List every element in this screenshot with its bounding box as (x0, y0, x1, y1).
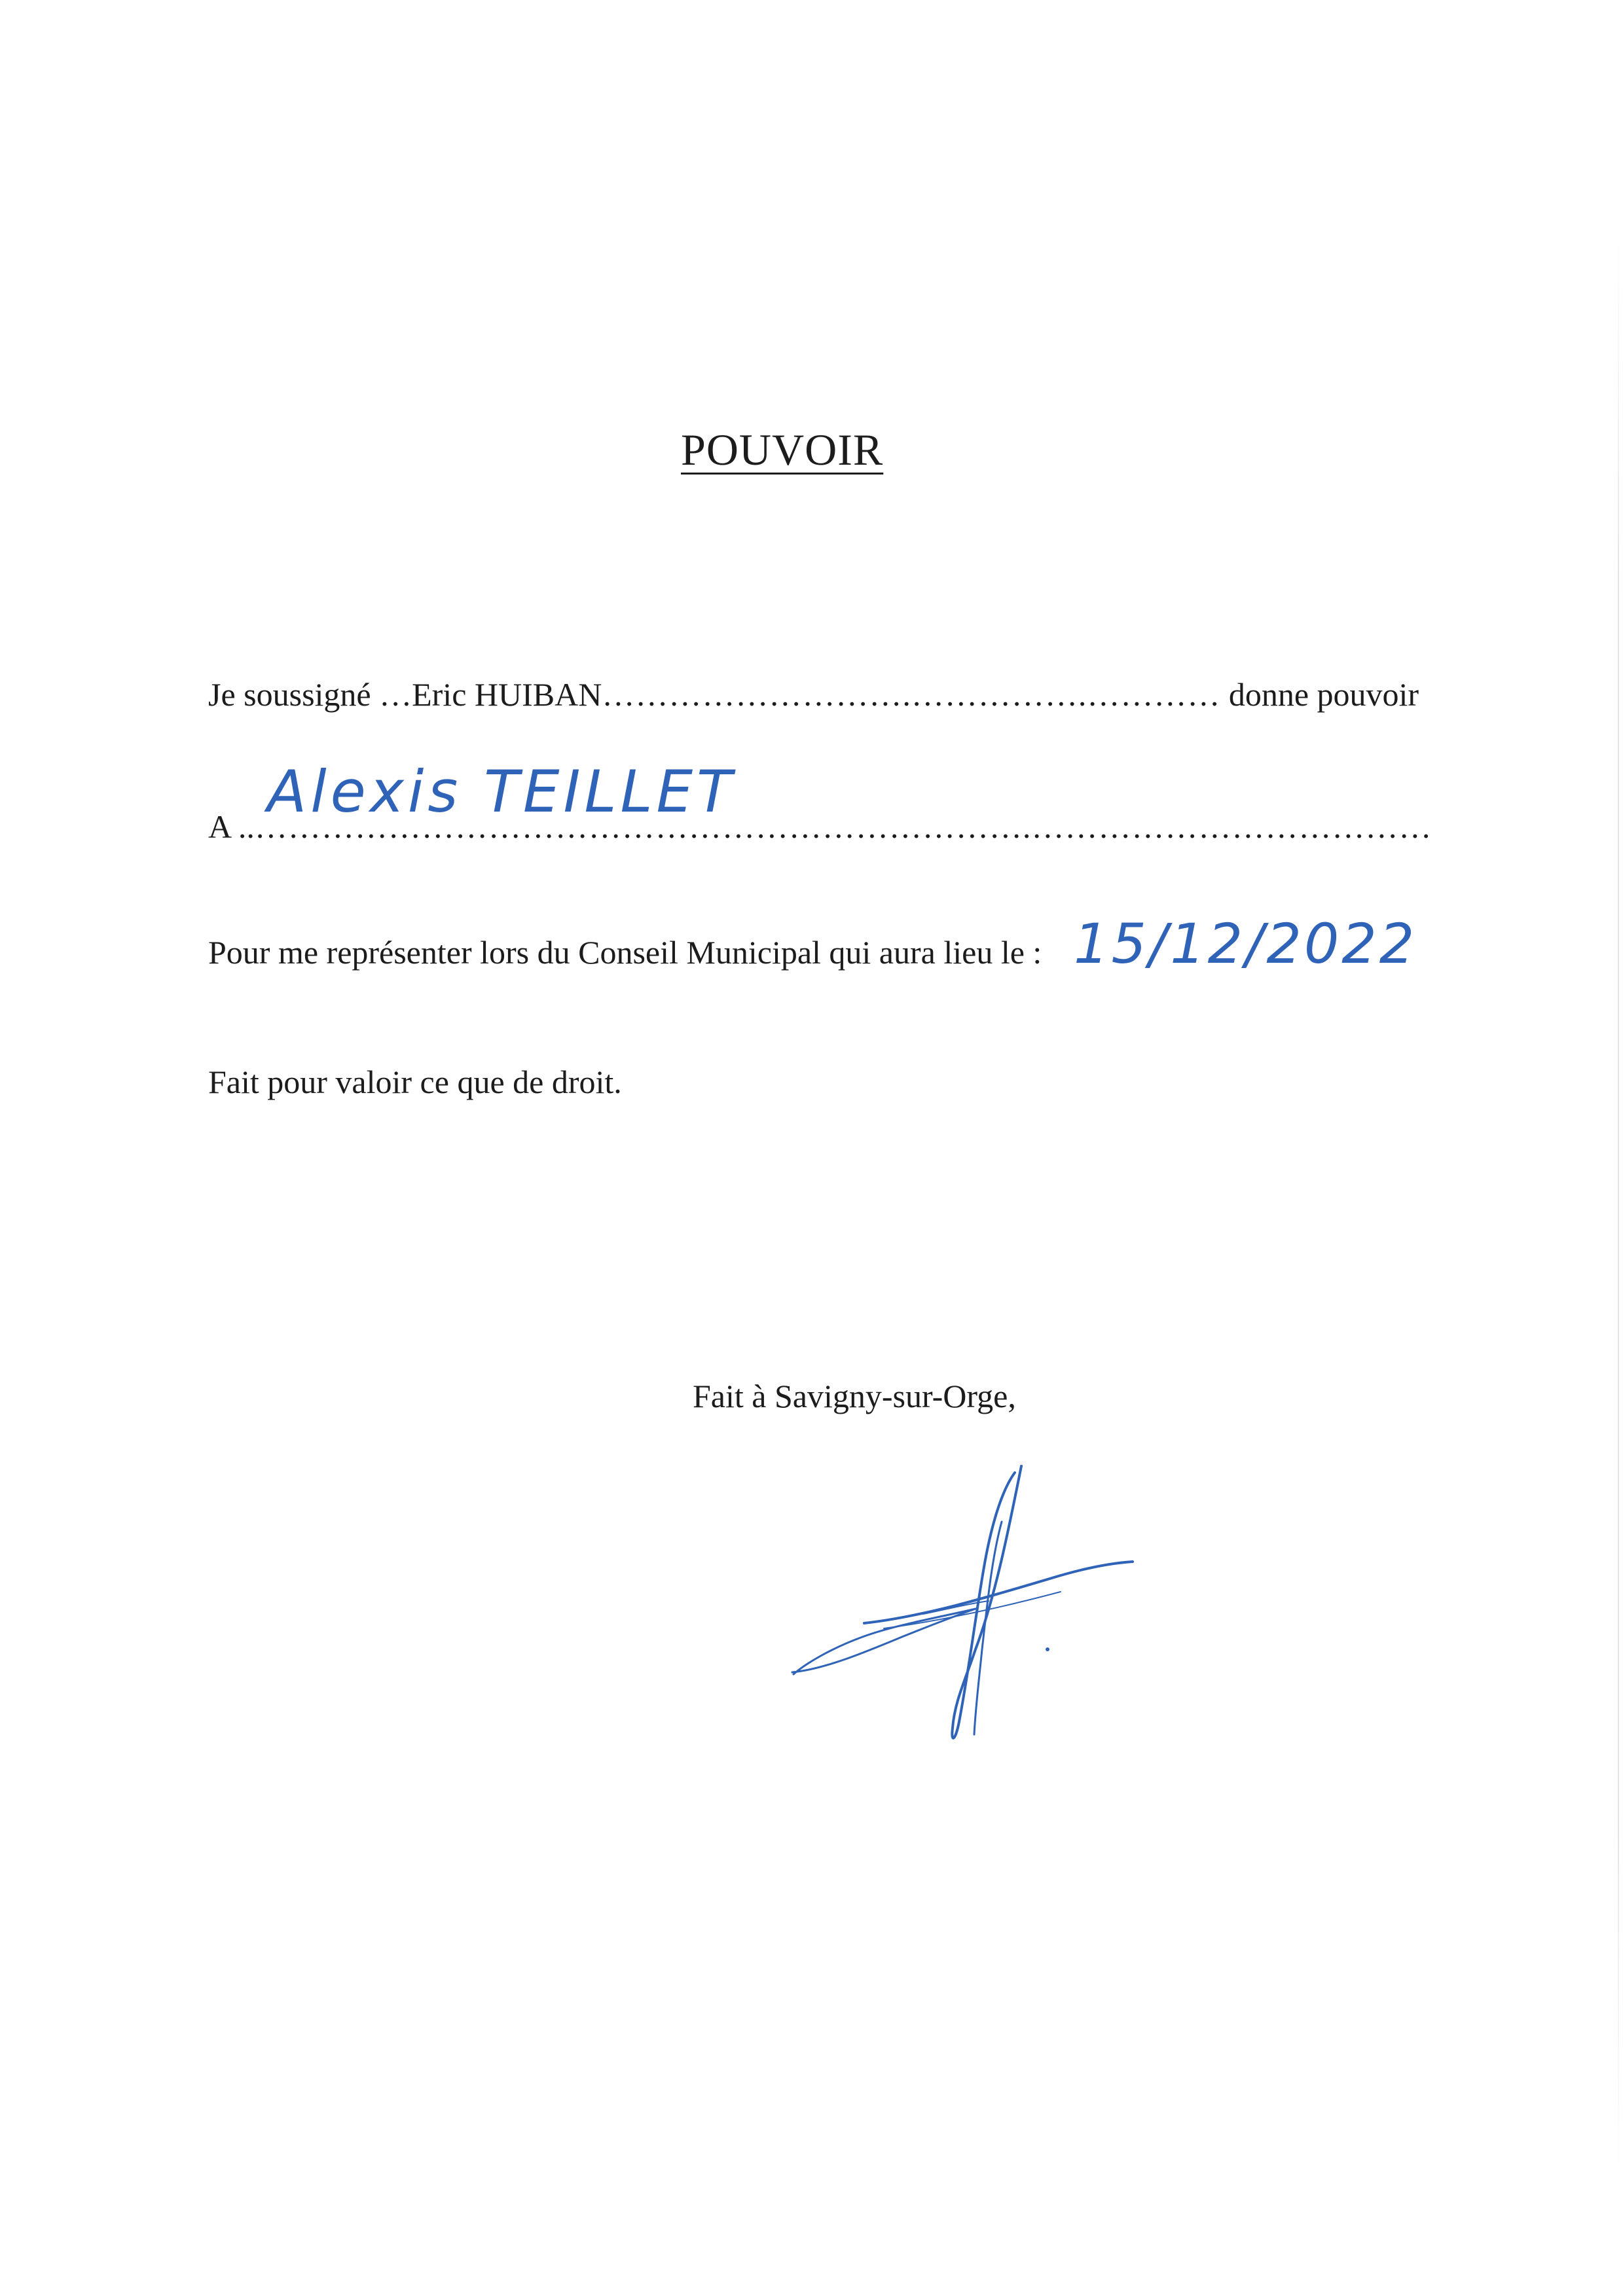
proxy-prefix: A .. (208, 808, 255, 845)
handwritten-signature (779, 1453, 1146, 1767)
document-title: POUVOIR (681, 425, 884, 475)
proxy-dots: …………………………………………………………….……………………………… (254, 808, 1432, 845)
scan-edge-shadow (1618, 223, 1619, 2186)
closing-statement (208, 1066, 622, 1098)
undersigned-suffix: donne pouvoir (1220, 676, 1419, 713)
undersigned-dots: ……………………….…………….………… (602, 676, 1221, 713)
closing-statement-text: Fait pour valoir ce que de droit. (208, 1064, 622, 1100)
undersigned-line (208, 678, 1419, 711)
representation-line (208, 936, 1042, 969)
handwritten-meeting-date: 15/12/2022 (1074, 912, 1417, 976)
place-line (693, 1380, 1016, 1412)
undersigned-prefix: Je soussigné …Eric HUIBAN (208, 676, 602, 713)
representation-text: Pour me représenter lors du Conseil Municipal qui aura lieu le : (208, 934, 1042, 971)
place-text: Fait à Savigny-sur-Orge, (693, 1378, 1016, 1414)
handwritten-proxy-name: Alexis TEILLET (267, 758, 736, 825)
